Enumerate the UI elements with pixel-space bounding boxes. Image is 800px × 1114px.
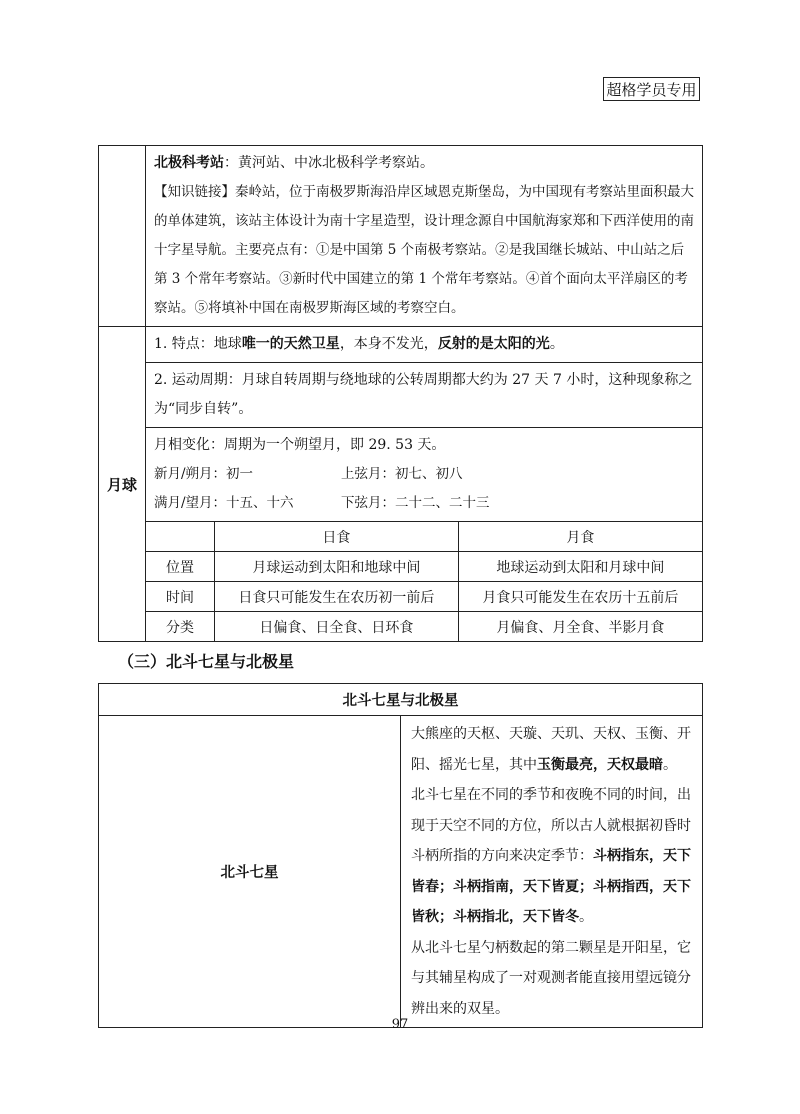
- feature-end: 。: [549, 336, 564, 352]
- eclipse-table: [146, 522, 702, 641]
- big-dipper-content: [401, 716, 703, 1028]
- eclipse-row-label: 分类: [146, 612, 215, 642]
- eclipse-solar-value: 日偏食、日全食、日环食: [215, 612, 459, 642]
- section-title: （三）北斗七星与北极星: [118, 652, 295, 671]
- eclipse-row-label: 位置: [146, 552, 215, 582]
- eclipse-table-cell: [146, 522, 703, 642]
- big-dipper-para-1: [411, 719, 694, 780]
- feature-bold-1: 唯一的天然卫星: [241, 336, 340, 352]
- p1-text: 大熊座的天枢、天璇、天玑、天权、玉衡、开阳、摇光七星，其中: [411, 726, 691, 773]
- table-row: [146, 612, 702, 642]
- big-dipper-para-2: [411, 780, 694, 933]
- p2-bold: 斗柄指东，天下皆春；斗柄指南，天下皆夏；斗柄指西，天下皆秋；斗柄指北，天下皆冬: [411, 848, 691, 925]
- knowledge-link: 【知识链接】秦岭站，位于南极罗斯海沿岸区域恩克斯堡岛，为中国现有考察站里面积最大的单体建筑，该站主体设计为南十字星造型，设计理念源自中国航海家郑和下西洋使用的南十字星导航。主要亮点有：①是中国第 5 个南极考察站。②是我国继长城站、中山站之后第 3 个常年考察站。③新时代中国建立的第 1 个常年考察站。④首个面向太平洋扇区的考察站。⑤将填补中国在南极罗斯海区域的考察空白。: [154, 184, 694, 316]
- eclipse-lunar-value: 地球运动到太阳和月球中间: [458, 552, 702, 582]
- empty-category-cell: [99, 146, 146, 327]
- page-number: 97: [391, 1017, 409, 1032]
- eclipse-solar-value: 月球运动到太阳和地球中间: [215, 552, 459, 582]
- moon-feature: [146, 327, 703, 363]
- big-dipper-table-title: 北斗七星与北极星: [99, 684, 703, 716]
- phase-last-quarter: 下弦月：二十二、二十三: [341, 495, 490, 511]
- student-only-badge: 超格学员专用: [603, 77, 700, 101]
- feature-mid: ，本身不发光，: [339, 336, 438, 352]
- station-cell: [146, 146, 703, 327]
- station-label: 北极科考站: [154, 155, 224, 171]
- feature-bold-2: 反射的是太阳的光: [437, 336, 550, 352]
- station-text: ：黄河站、中冰北极科学考察站。: [224, 155, 434, 171]
- eclipse-header-solar: 日食: [215, 522, 459, 552]
- phase-row-2: [154, 489, 694, 518]
- phase-full: 满月/望月：十五、十六: [154, 495, 294, 511]
- big-dipper-table: [98, 683, 703, 1028]
- table-row: [146, 582, 702, 612]
- p1-bold: 玉衡最亮，天权最暗: [537, 756, 663, 773]
- p2-end: 。: [579, 909, 593, 925]
- feature-prefix: 1. 特点：地球: [154, 336, 242, 352]
- eclipse-row-label: 时间: [146, 582, 215, 612]
- moon-table: [98, 145, 703, 642]
- table-row: [146, 552, 702, 582]
- moon-category: 月球: [99, 327, 146, 642]
- p2-text: 北斗七星在不同的季节和夜晚不同的时间，出现于天空不同的方位，所以古人就根据初昏时斗柄所指的方向来决定季节：: [411, 787, 691, 864]
- eclipse-header-lunar: 月食: [458, 522, 702, 552]
- phase-title: 月相变化：周期为一个朔望月，即 29. 53 天。: [154, 437, 446, 453]
- phase-first-quarter: 上弦月：初七、初八: [341, 466, 463, 482]
- eclipse-header-row: [146, 522, 702, 552]
- eclipse-header-blank: [146, 522, 215, 552]
- moon-phases: [146, 428, 703, 522]
- phase-row-1: [154, 460, 694, 489]
- eclipse-lunar-value: 月偏食、月全食、半影月食: [458, 612, 702, 642]
- phase-new: 新月/朔月：初一: [154, 466, 254, 482]
- eclipse-solar-value: 日食只可能发生在农历初一前后: [215, 582, 459, 612]
- big-dipper-para-3: 从北斗七星勺柄数起的第二颗星是开阳星，它与其辅星构成了一对观测者能直接用望远镜分辨出来的双星。: [411, 939, 691, 1017]
- moon-period: 2. 运动周期：月球自转周期与绕地球的公转周期都大约为 27 天 7 小时，这种现象称之为“同步自转”。: [146, 363, 703, 428]
- big-dipper-category: 北斗七星: [99, 716, 401, 1028]
- p1-end: 。: [663, 756, 677, 773]
- eclipse-lunar-value: 月食只可能发生在农历十五前后: [458, 582, 702, 612]
